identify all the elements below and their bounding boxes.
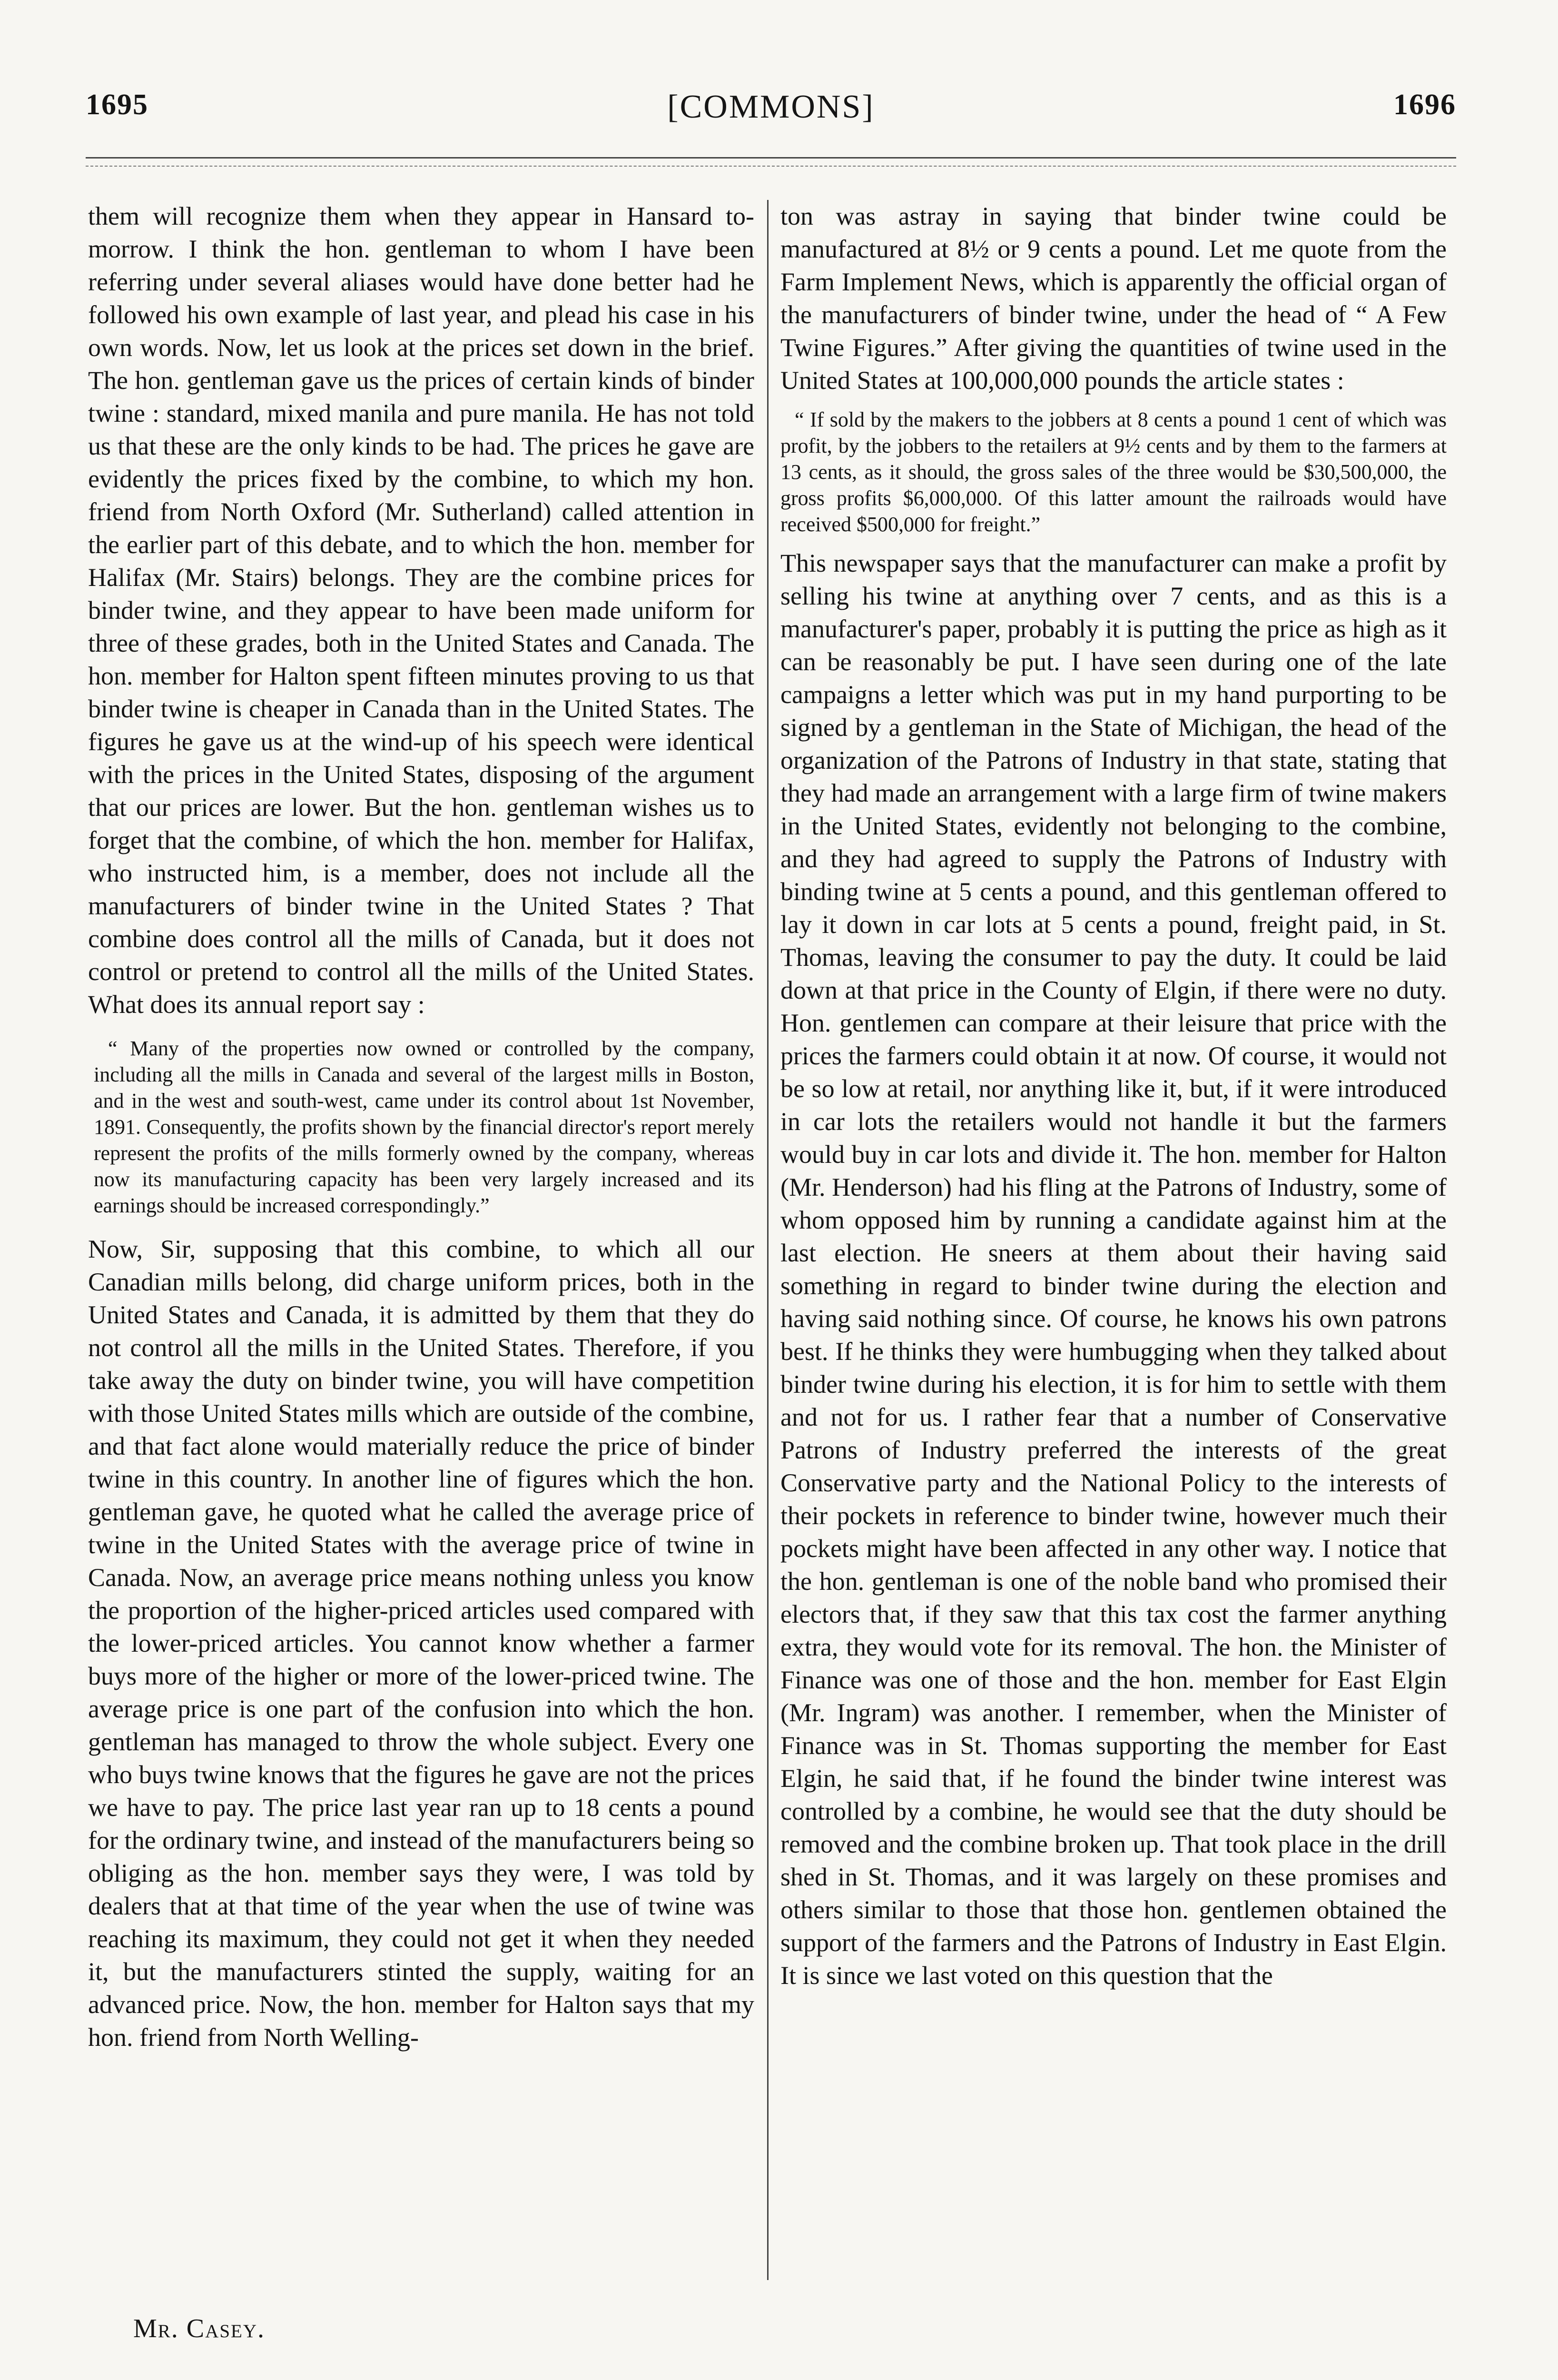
page-number-left: 1695 <box>86 89 148 121</box>
left-paragraph-2: Now, Sir, supposing that this combine, to which all our Canadian mills belong, did charge uniform prices, both in the United States and Canada, it is admitted by them that they do not control all the mills in the United States. Therefore, if you take away the duty on binder twine, you will have competition with those United States mills which are outside of the combine, and that fact alone would materially reduce the price of binder twine in this country. In another line of figures which the hon. gentleman gave, he quoted what he called the average price of twine in the United States with the average price of twine in Canada. Now, an average price means nothing unless you know the proportion of the higher-priced articles used compared with the lower-priced articles. You cannot know whether a farmer buys more of the higher or more of the lower-priced twine. The average price is one part of the confusion into which the hon. gentleman has managed to throw the whole subject. Every one who buys twine knows that the figures he gave are not the prices we have to pay. The price last year ran up to 18 cents a pound for the ordinary twine, and instead of the manufacturers being so obliging as the hon. member says they were, I was told by dealers that at that time of the year when the use of twine was reaching its maximum, they could not get it when they needed it, but the manufacturers stinted the supply, waiting for an advanced price. Now, the hon. member for Halton says that my hon. friend from North Welling- <box>88 1235 754 2052</box>
right-paragraph-2: This newspaper says that the manufacturer can make a profit by selling his twine at anything over 7 cents, and as this is a manufacturer's paper, probably it is putting the price as high as it can be reasonably be put. I have seen during one of the late campaigns a letter which was put in my hand purporting to be signed by a gentleman in the State of Michigan, the head of the organization of the Patrons of Industry in that state, stating that they had made an arrangement with a large firm of twine makers in the United States, evidently not belonging to the combine, and they had agreed to supply the Patrons of Industry with binding twine at 5 cents a pound, and this gentleman offered to lay it down in car lots at 5 cents a pound, freight paid, in St. Thomas, leaving the consumer to pay the duty. It could be laid down at that price in the County of Elgin, if there were no duty. Hon. gentlemen can compare at their leisure that price with the prices the farmers could obtain it at now. Of course, it would not be so low at retail, nor anything like it, but, if it were introduced in car lots the retailers would not handle it but the farmers would buy in car lots and divide it. The hon. member for Halton (Mr. Henderson) had his fling at the Patrons of Industry, some of whom opposed him by running a candidate against him at the last election. He sneers at them about their having said something in regard to binder twine during the election and having said nothing since. Of course, he knows his own patrons best. If he thinks they were humbugging when they talked about binder twine during his election, it is for him to settle with them and not for us. I rather fear that a number of Conservative Patrons of Industry preferred the interests of the great Conservative party and the National Policy to the interests of their pockets in reference to binder twine, however much their pockets might have been affected in any other way. I notice that the hon. gentleman is one of the noble band who promised their electors that, if they saw that this tax cost the farmer anything extra, they would vote for its removal. The hon. the Minister of Finance was one of those and the hon. member for East Elgin (Mr. Ingram) was another. I remember, when the Minister of Finance was in St. Thomas supporting the member for East Elgin, he said that, if he found the binder twine interest was controlled by a combine, he would see that the duty should be removed and the combine broken up. That took place in the drill shed in St. Thomas, and it was largely on these promises and others similar to those that those hon. gentlemen obtained the support of the farmers and the Patrons of Industry in East Elgin. It is since we last voted on this question that the <box>780 549 1447 1990</box>
page-number-right: 1696 <box>1393 89 1456 121</box>
right-column <box>780 200 1447 1992</box>
left-quotation: “ Many of the properties now owned or controlled by the company, including all the mills in Canada and several of the largest mills in Boston, and in the west and south-west, came under its control about 1st November, 1891. Consequently, the profits shown by the financial director's report merely represent the profits of the mills formerly owned by the company, whereas now its manufacturing capacity has been very largely increased and its earnings should be increased correspondingly.” <box>94 1037 754 1217</box>
header-rule <box>86 157 1456 159</box>
speaker-footer: Mr. Casey. <box>133 2314 265 2343</box>
page-header <box>86 88 1456 145</box>
left-column <box>88 200 754 2054</box>
header-rule-dashed <box>86 166 1456 167</box>
column-divider <box>767 200 769 2280</box>
right-quotation: “ If sold by the makers to the jobbers at 8 cents a pound 1 cent of which was profit, by the jobbers to the retailers at 9½ cents and by them to the farmers at 13 cents, as it should, the gross sales of the three would be $30,500,000, the gross profits $6,000,000. Of this latter amount the railroads would have received $500,000 for freight.” <box>780 408 1447 536</box>
running-title: [COMMONS] <box>667 89 875 125</box>
left-paragraph-1: them will recognize them when they appear in Hansard to-morrow. I think the hon. gentleman to whom I have been referring under several aliases would have done better had he followed his own example of last year, and plead his case in his own words. Now, let us look at the prices set down in the brief. The hon. gentleman gave us the prices of certain kinds of binder twine : standard, mixed manila and pure manila. He has not told us that these are the only kinds to be had. The prices he gave are evidently the prices fixed by the combine, to which my hon. friend from North Oxford (Mr. Sutherland) called attention in the earlier part of this debate, and to which the hon. member for Halifax (Mr. Stairs) belongs. They are the combine prices for binder twine, and they appear to have been made uniform for three of these grades, both in the United States and Canada. The hon. member for Halton spent fifteen minutes proving to us that binder twine is cheaper in Canada than in the United States. The figures he gave us at the wind-up of his speech were identical with the prices in the United States, disposing of the argument that our prices are lower. But the hon. gentleman wishes us to forget that the combine, of which the hon. member for Halifax, who instructed him, is a member, does not include all the manufacturers of binder twine in the United States ? That combine does control all the mills of Canada, but it does not control or pretend to control all the mills of the United States. What does its annual report say : <box>88 202 754 1019</box>
right-paragraph-1: ton was astray in saying that binder twine could be manufactured at 8½ or 9 cents a pound. Let me quote from the Farm Implement News, which is apparently the official organ of the manufacturers of binder twine, under the head of “ A Few Twine Figures.” After giving the quantities of twine used in the United States at 100,000,000 pounds the article states : <box>780 202 1447 395</box>
